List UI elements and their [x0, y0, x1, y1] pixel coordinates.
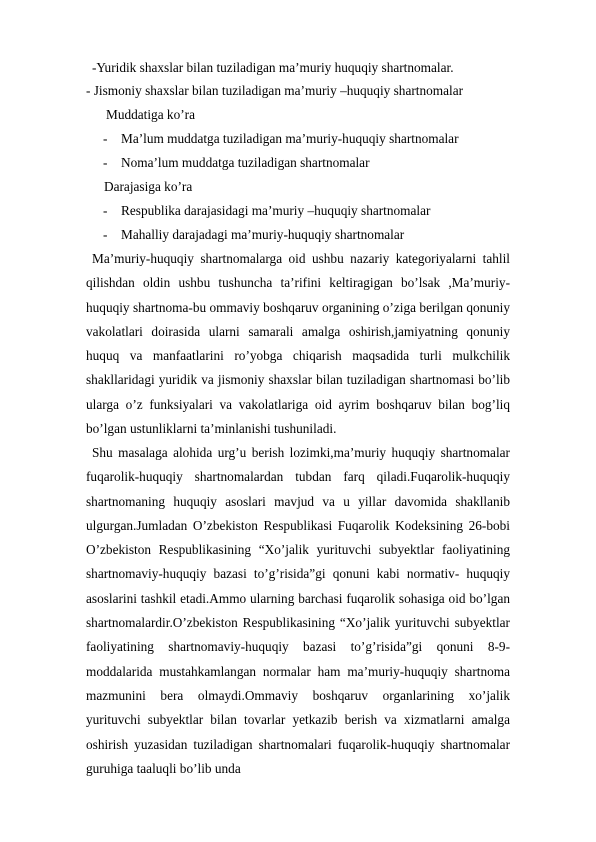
term-item-fixed: Ma’lum muddatga tuziladigan ma’muriy-huquqiy shartnomalar [121, 131, 459, 146]
bullet-dash: - [103, 227, 108, 242]
list-item-legal-entities: -Yuridik shaxslar bilan tuziladigan ma’muriy huquqiy shartnomalar. [92, 60, 454, 75]
body-paragraph-comparison: Shu masalaga alohida urg’u berish lozimki,ma’muriy huquqiy shartnomalar fuqarolik-huquqiy shartnomalardan tubdan farq qiladi.Fuqarolik-huquqiy shartnomaning huquqiy asoslari mavjud va u yillar davomida shakllanib ulgurgan.Jumladan O’zbekiston Respublikasi Fuqarolik Kodeksining 26-bobi O’zbekiston Respublikasining “Xo’jalik yurituvchi subyektlar faoliyatining shartnomaviy-huquqiy bazasi to’g’risida”gi qonuni kabi normativ- huquqiy asoslarini tashkil etadi.Ammo ularning barchasi fuqarolik sohasiga oid bo’lgan shartnomalardir.O’zbekiston Respublikasining “Xo’jalik yurituvchi subyektlar faoliyatining shartnomaviy-huquqiy bazasi to’g’risida”gi qonuni 8-9-moddalarida mustahkamlangan normalar ham ma’muriy-huquqiy shartnoma mazmunini bera olmaydi.Ommaviy boshqaruv organlarining xo’jalik yurituvchi subyektlar bilan tovarlar yetkazib berish va xizmatlarni amalga oshirish yuzasidan tuziladigan shartnomalari fuqarolik-huquqiy shartnomalar guruhiga taaluqli bo’lib unda [86, 445, 510, 776]
bullet-dash: - [103, 155, 108, 170]
term-item-indefinite: Noma’lum muddatga tuziladigan shartnomalar [121, 155, 370, 170]
level-item-republic: Respublika darajasidagi ma’muriy –huquqiy shartnomalar [121, 203, 431, 218]
level-item-local: Mahalliy darajadagi ma’muriy-huquqiy shartnomalar [121, 227, 405, 242]
body-paragraph-definition: Ma’muriy-huquqiy shartnomalarga oid ushbu nazariy kategoriyalarni tahlil qilishdan oldin ushbu tushuncha ta’rifini keltiragigan bo’lsak ,Ma’muriy-huquqiy shartnoma-bu ommaviy boshqaruv organining o’ziga berilgan qonuniy vakolatlari doirasida ularni samarali amalga oshirish,jamiyatning qonuniy huquq va manfaatlarini ro’yobga chiqarish maqsadida turli mulkchilik shakllaridagi yuridik va jismoniy shaxslar bilan tuziladigan shartnomasi bo’lib ularga o’z funksiyalari va vakolatlariga oid ayrim boshqaruv bilan bog’liq bo’lgan ustunliklarni ta’minlanishi tushuniladi. [86, 251, 510, 437]
level-heading: Darajasiga ko’ra [104, 179, 193, 194]
bullet-dash: - [103, 131, 108, 146]
bullet-dash: - [103, 203, 108, 218]
list-item-individuals: - Jismoniy shaxslar bilan tuziladigan ma’muriy –huquqiy shartnomalar [86, 83, 464, 98]
term-heading: Muddatiga ko’ra [106, 107, 195, 122]
